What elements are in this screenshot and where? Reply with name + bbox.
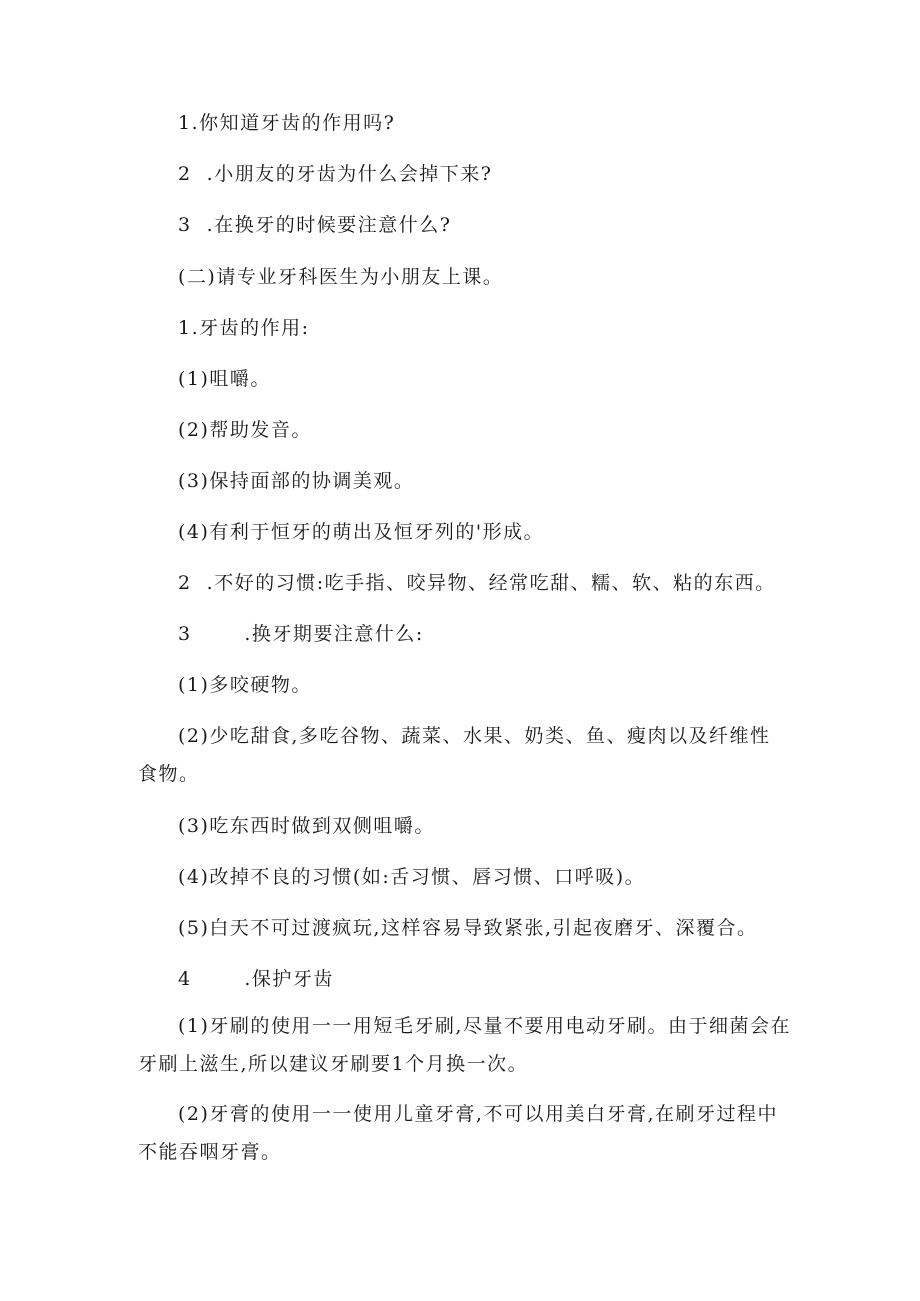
list-item: (2)少吃甜食,多吃谷物、蔬菜、水果、奶类、鱼、瘦肉以及纤维性 xyxy=(178,725,771,747)
list-item: (3)保持面部的协调美观。 xyxy=(178,470,415,492)
list-item: (2)帮助发音。 xyxy=(178,419,312,441)
subheading-tooth-change: 3 .换牙期要注意什么: xyxy=(178,623,424,645)
question-2: 2 .小朋友的牙齿为什么会掉下来? xyxy=(178,163,493,185)
question-1: 1.你知道牙齿的作用吗? xyxy=(178,112,396,134)
list-item: (1)多咬硬物。 xyxy=(178,674,312,696)
subheading-bad-habits: 2 .不好的习惯:吃手指、咬异物、经常吃甜、糯、软、粘的东西。 xyxy=(178,572,776,594)
list-item: (3)吃东西时做到双侧咀嚼。 xyxy=(178,815,435,837)
list-item: (5)白天不可过渡疯玩,这样容易导致紧张,引起夜磨牙、深覆合。 xyxy=(178,917,758,939)
subheading-teeth-function: 1.牙齿的作用: xyxy=(178,317,310,339)
list-item: (2)牙膏的使用一一使用儿童牙膏,不可以用美白牙膏,在刷牙过程中 xyxy=(178,1103,778,1125)
list-item: (1)牙刷的使用一一用短毛牙刷,尽量不要用电动牙刷。由于细菌会在 xyxy=(178,1015,791,1037)
question-3: 3 .在换牙的时候要注意什么? xyxy=(178,214,452,236)
subheading-protect-teeth: 4 .保护牙齿 xyxy=(178,968,334,990)
section-heading-2: (二)请专业牙科医生为小朋友上课。 xyxy=(178,266,504,288)
list-item-continuation: 牙刷上滋生,所以建议牙刷要1个月换一次。 xyxy=(138,1053,529,1075)
list-item: (4)有利于恒牙的萌出及恒牙列的'形成。 xyxy=(178,521,545,543)
list-item-continuation: 不能吞咽牙膏。 xyxy=(138,1141,282,1163)
list-item-continuation: 食物。 xyxy=(138,763,200,785)
list-item: (1)咀嚼。 xyxy=(178,368,271,390)
list-item: (4)改掉不良的习惯(如:舌习惯、唇习惯、口呼吸)。 xyxy=(178,866,646,888)
